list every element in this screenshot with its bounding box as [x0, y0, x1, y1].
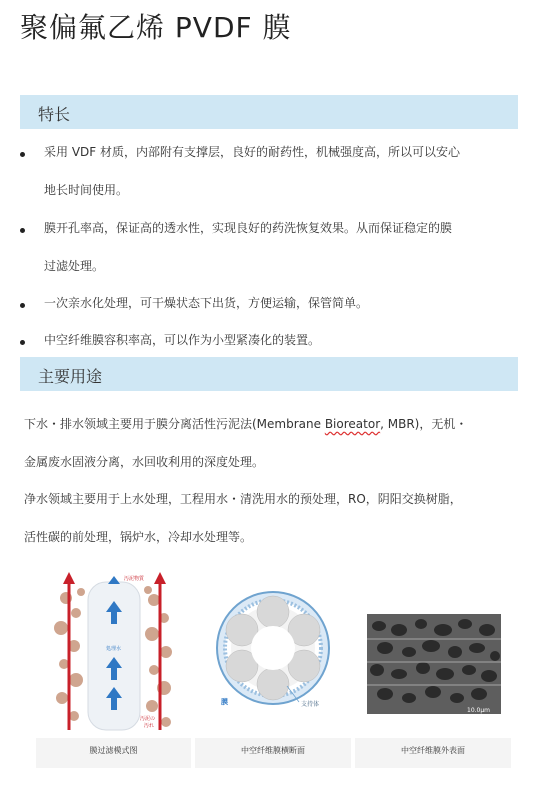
spellcheck-word: Bioreator [324, 417, 381, 431]
figure-outer-surface [355, 568, 511, 768]
figure-cross-section [195, 568, 351, 768]
list-item-text: 中空纤维膜容积率高，可以作为小型紧凑化的装置。 [44, 333, 321, 347]
list-item-text: 过滤处理。 [44, 259, 105, 273]
list-item-text: 地长时间使用。 [44, 183, 129, 197]
list-item-text: 一次亲水化处理，可干燥状态下出货，方便运输，保管简单。 [44, 296, 369, 310]
text-run: 金属废水固液分离，水回收利用的深度处理。 [24, 455, 265, 469]
figure-label: 汚れ [144, 723, 155, 729]
bullet-dot-icon [20, 228, 25, 233]
paragraph [24, 480, 520, 556]
text-run: , MBR)，无机・ [380, 417, 468, 431]
section-header-features [20, 95, 518, 129]
text-run: 活性碳的前处理，锅炉水，冷却水处理等。 [24, 530, 253, 544]
page-title: 聚偏氟乙烯 PVDF 膜 [20, 11, 292, 44]
bullet-dot-icon [20, 340, 25, 345]
section-header-uses [20, 357, 518, 391]
bullet-dot-icon [20, 303, 25, 308]
figure-label: 処理水 [106, 646, 122, 652]
list-item-text: 采用 VDF 材质，内部附有支撑层，良好的耐药性，机械强度高，所以可以安心 [44, 145, 460, 159]
paragraph [24, 405, 520, 481]
cross-section-diagram [195, 568, 351, 738]
figure-label: 汚泥物質 [124, 576, 145, 582]
micrograph-image [355, 568, 511, 738]
figure-caption: 膜过滤模式图 [89, 746, 138, 755]
filtration-diagram [36, 568, 191, 738]
figure-caption: 中空纤维膜外表面 [401, 746, 465, 755]
list-item-text: 膜开孔率高，保证高的透水性，实现良好的药洗恢复效果。从而保证稳定的膜 [44, 221, 453, 235]
figure-filtration-mode [36, 568, 191, 768]
section-heading: 特长 [38, 105, 71, 124]
figure-caption: 中空纤维膜横断面 [241, 746, 305, 755]
text-run: 下水・排水领域主要用于膜分离活性污泥法(Membrane [24, 417, 325, 431]
scale-bar-label: 10.0μm [467, 707, 491, 714]
figure-label: 膜 [221, 698, 228, 706]
figure-label: 支持体 [301, 701, 320, 708]
section-heading: 主要用途 [38, 367, 103, 386]
text-run: 净水领域主要用于上水处理，工程用水・清洗用水的预处理，RO，阴阳交换树脂， [24, 492, 462, 506]
figure-label: 汚泥の [140, 716, 156, 722]
bullet-dot-icon [20, 152, 25, 157]
